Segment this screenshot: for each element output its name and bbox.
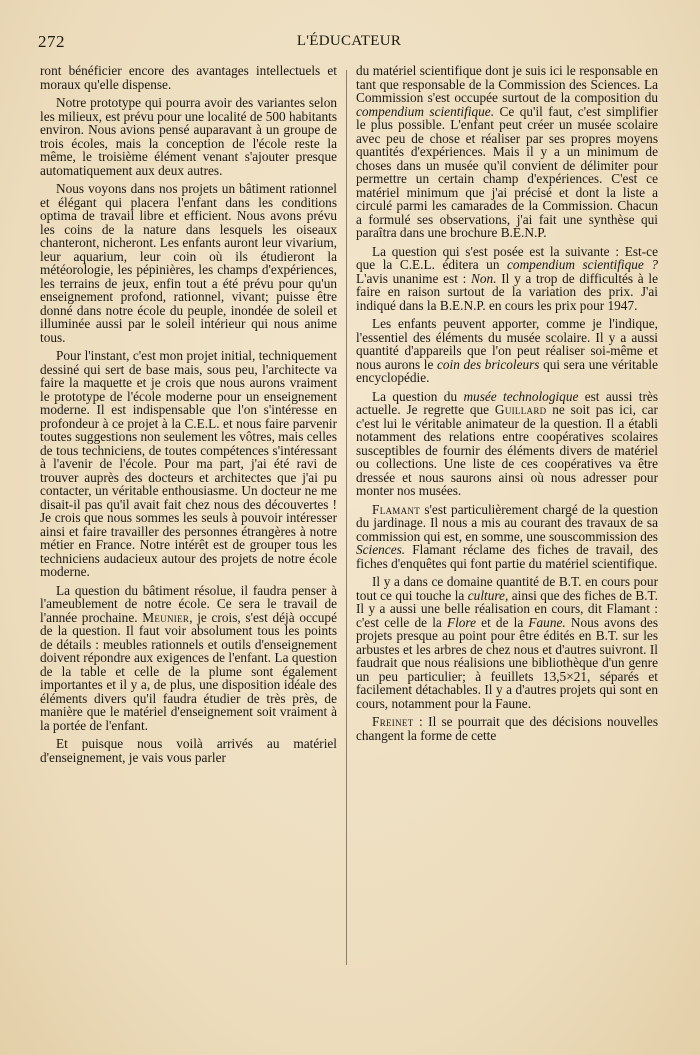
column-divider bbox=[346, 70, 347, 965]
paragraph-text: Il y a trop de difficultés à le faire en raison surtout de la variation des prix. J'ai indiqué dans la B.E.N.P. en cours les prix pour 1947. bbox=[356, 270, 658, 313]
person-name: Guillard bbox=[494, 402, 547, 417]
italic-term: Flore bbox=[446, 614, 477, 630]
paragraph-text: La question du bbox=[372, 388, 464, 404]
person-name: Flamant bbox=[372, 501, 420, 517]
paragraph-text: et de la bbox=[476, 614, 529, 630]
paragraph bbox=[356, 575, 658, 710]
paragraph bbox=[356, 317, 658, 385]
paragraph-text: La question qui s'est posée est la suivante : Est-ce que la C.E.L. éditera un bbox=[356, 243, 658, 272]
paragraph-text: Les enfants peuvent apporter, comme je l'indique, l'essentiel des éléments du musée scolaire. Il y a aussi quantité d'appareils que l'on peut réaliser soi-même et nous aurons le bbox=[356, 316, 658, 372]
paragraph-text: qui sera une véritable encyclopédie. bbox=[356, 356, 658, 385]
paragraph bbox=[40, 584, 337, 733]
paragraph: Pour l'instant, c'est mon projet initial, techniquement dessiné qui sert de base mais, sous peu, l'architecte va faire la maquette et je crois que nous aurons vraiment le prototype de l'école moderne pour un enseignement moderne. Il est indispensable que l'on s'intéresse en profondeur à ce projet à la C.E.L. et nous faire parvenir toutes suggestions non seulement les vôtres, mais celles de tous techniciens, de toutes compétences s'intéressant à l'avenir de l'école. Pour ma part, j'ai été ravi de trouver auprès des docteurs et architectes que j'ai pu contacter, un véritable enthousiasme. Un docteur ne me disait-il pas qu'il avait fait chez nous des découvertes ! Je crois que nous sommes les seuls à pouvoir intéresser ainsi et faire travailler des personnes étrangères à notre métier en France. Notre intérêt est de grouper tous les techniciens audacieux autour des projets de notre école moderne. bbox=[40, 348, 337, 579]
paragraph-text: ne soit pas ici, car c'est lui le véritable animateur de la question. Il a établi notamment des relations entre coopératives scolaires susceptibles de fournir des éléments divers de matériel ou collections. Une liste de ces coopératives va être dressée et nous saurons ainsi où nous adresser pour monter nos musées. bbox=[356, 402, 658, 498]
paragraph-text: est aussi très actuelle. Je regrette que bbox=[356, 388, 658, 417]
paragraph-text: , je crois, s'est déjà occupé de la question. Il faut voir absolument tous les points de détails : meubles rationnels et outils d'enseignement doivent répondre aux exigences de l'enfant. La question de la table et celle de la plume sont également importantes et il y a, de plus, une disposition idéale des éléments divers qu'il faudra étudier de très près, de manière que le matériel d'enseignement soit vraiment à la portée de l'enfant. bbox=[40, 609, 337, 733]
page-number: 272 bbox=[38, 32, 65, 51]
paragraph bbox=[356, 245, 658, 313]
paragraph-text: du matériel scientifique dont je suis ici le responsable en tant que responsable de la Commission des Sciences. La Commission s'est occupée surtout de la composition du bbox=[356, 64, 658, 105]
paragraph: Notre prototype qui pourra avoir des variantes selon les milieux, est prévu pour une localité de 500 habitants environ. Nous avions pensé auparavant à un groupe de trois écoles, mais la conception de l'école reste la même, le troisième élément venant s'ajouter presque automatiquement aux deux autres. bbox=[40, 95, 337, 178]
running-title: L'ÉDUCATEUR bbox=[296, 33, 402, 49]
paragraph-text: ainsi que des fiches de B.T. Il y a aussi une belle réalisation en cours, dit Flamant : c'est celle de la bbox=[356, 587, 658, 630]
italic-term: Faune. bbox=[528, 614, 566, 630]
paragraph bbox=[356, 64, 658, 240]
person-name: Meunier bbox=[142, 609, 190, 625]
paragraph: Et puisque nous voilà arrivés au matériel d'enseignement, je vais vous parler bbox=[40, 736, 337, 765]
paragraph bbox=[356, 503, 658, 571]
italic-term: Non. bbox=[471, 270, 497, 286]
paragraph-text: Flamant réclame des fiches de travail, des fiches d'enquêtes qui font partie du matériel scientifique. bbox=[356, 542, 658, 571]
paragraph: ront bénéficier encore des avantages intellectuels et moraux qu'elle dispense. bbox=[40, 64, 337, 92]
person-name: Freinet : bbox=[372, 714, 423, 729]
paragraph: Nous voyons dans nos projets un bâtiment rationnel et élégant qui placera l'enfant dans les conditions optima de travail libre et efficient. Nous avons prévu les coins de la nature dans lesquels les oiseaux chanteront, nicheront. Les enfants auront leur vivarium, leur aquarium, leur coin où ils étudieront la météorologie, les pépinières, les champs d'expériences, les terrains de jeux, enfin tout a été prévu pour qu'un enseignement profond, rationnel, vivant; puisse être donné dans notre école du peuple, inondée de soleil et illuminée aussi par le soleil intérieur qui nous anime tous. bbox=[40, 181, 337, 345]
italic-term: culture, bbox=[467, 587, 509, 603]
italic-term: coin des bricoleurs bbox=[436, 356, 540, 372]
paragraph-text: s'est particulièrement chargé de la question du jardinage. Il nous a mis au courant des travaux de sa commission qui est, en somme, une souscommission des bbox=[356, 501, 658, 544]
paragraph bbox=[356, 390, 658, 498]
italic-term: Sciences. bbox=[356, 542, 406, 557]
italic-term: compendium scientifique. bbox=[356, 103, 495, 119]
italic-term: compendium scientifique ? bbox=[507, 257, 658, 272]
paragraph bbox=[356, 715, 658, 742]
paragraph-text: Ce qu'il faut, c'est simplifier le plus possible. L'enfant peut créer un musée scolaire avec peu de chose et réaliser par ses propres moyens quantités d'expériences. Mais il y a un minimum de choses dans un musée qu'il convient de délimiter pour permettre un certain champ d'expériences. C'est ce matériel minimum que j'ai précisé et dont la liste a circulé parmi les camarades de la Commission. Chacun a formulé ses observations, j'ai fait une synthèse qui paraîtra dans une brochure B.E.N.P. bbox=[356, 103, 658, 240]
page-header bbox=[38, 32, 660, 54]
italic-term: musée technologique bbox=[463, 388, 579, 404]
paragraph-text: L'avis unanime est : bbox=[356, 270, 472, 286]
paragraph-text: La question du bâtiment résolue, il faudra penser à l'ameublement de notre école. Ce sera le travail de l'année prochaine. bbox=[40, 582, 337, 625]
paragraph-text: Il y a dans ce domaine quantité de B.T. en cours pour tout ce qui touche la bbox=[356, 574, 658, 603]
right-column bbox=[356, 64, 658, 974]
paragraph-text: Il se pourrait que des décisions nouvelles changent la forme de cette bbox=[356, 714, 658, 743]
paragraph-text: Nous avons des projets presque au point pour être édités en B.T. sur les arbustes et les arbres de chez nous et d'autres suivront. Il faudrait que nous réalisions une bibliothèque d'un genre un peu particulier; à feuillets 13,5×21, séparés et facilement détachables. Il y a d'autres projets qui sont en cours, notamment pour la Faune. bbox=[356, 614, 658, 711]
left-column bbox=[40, 64, 337, 974]
